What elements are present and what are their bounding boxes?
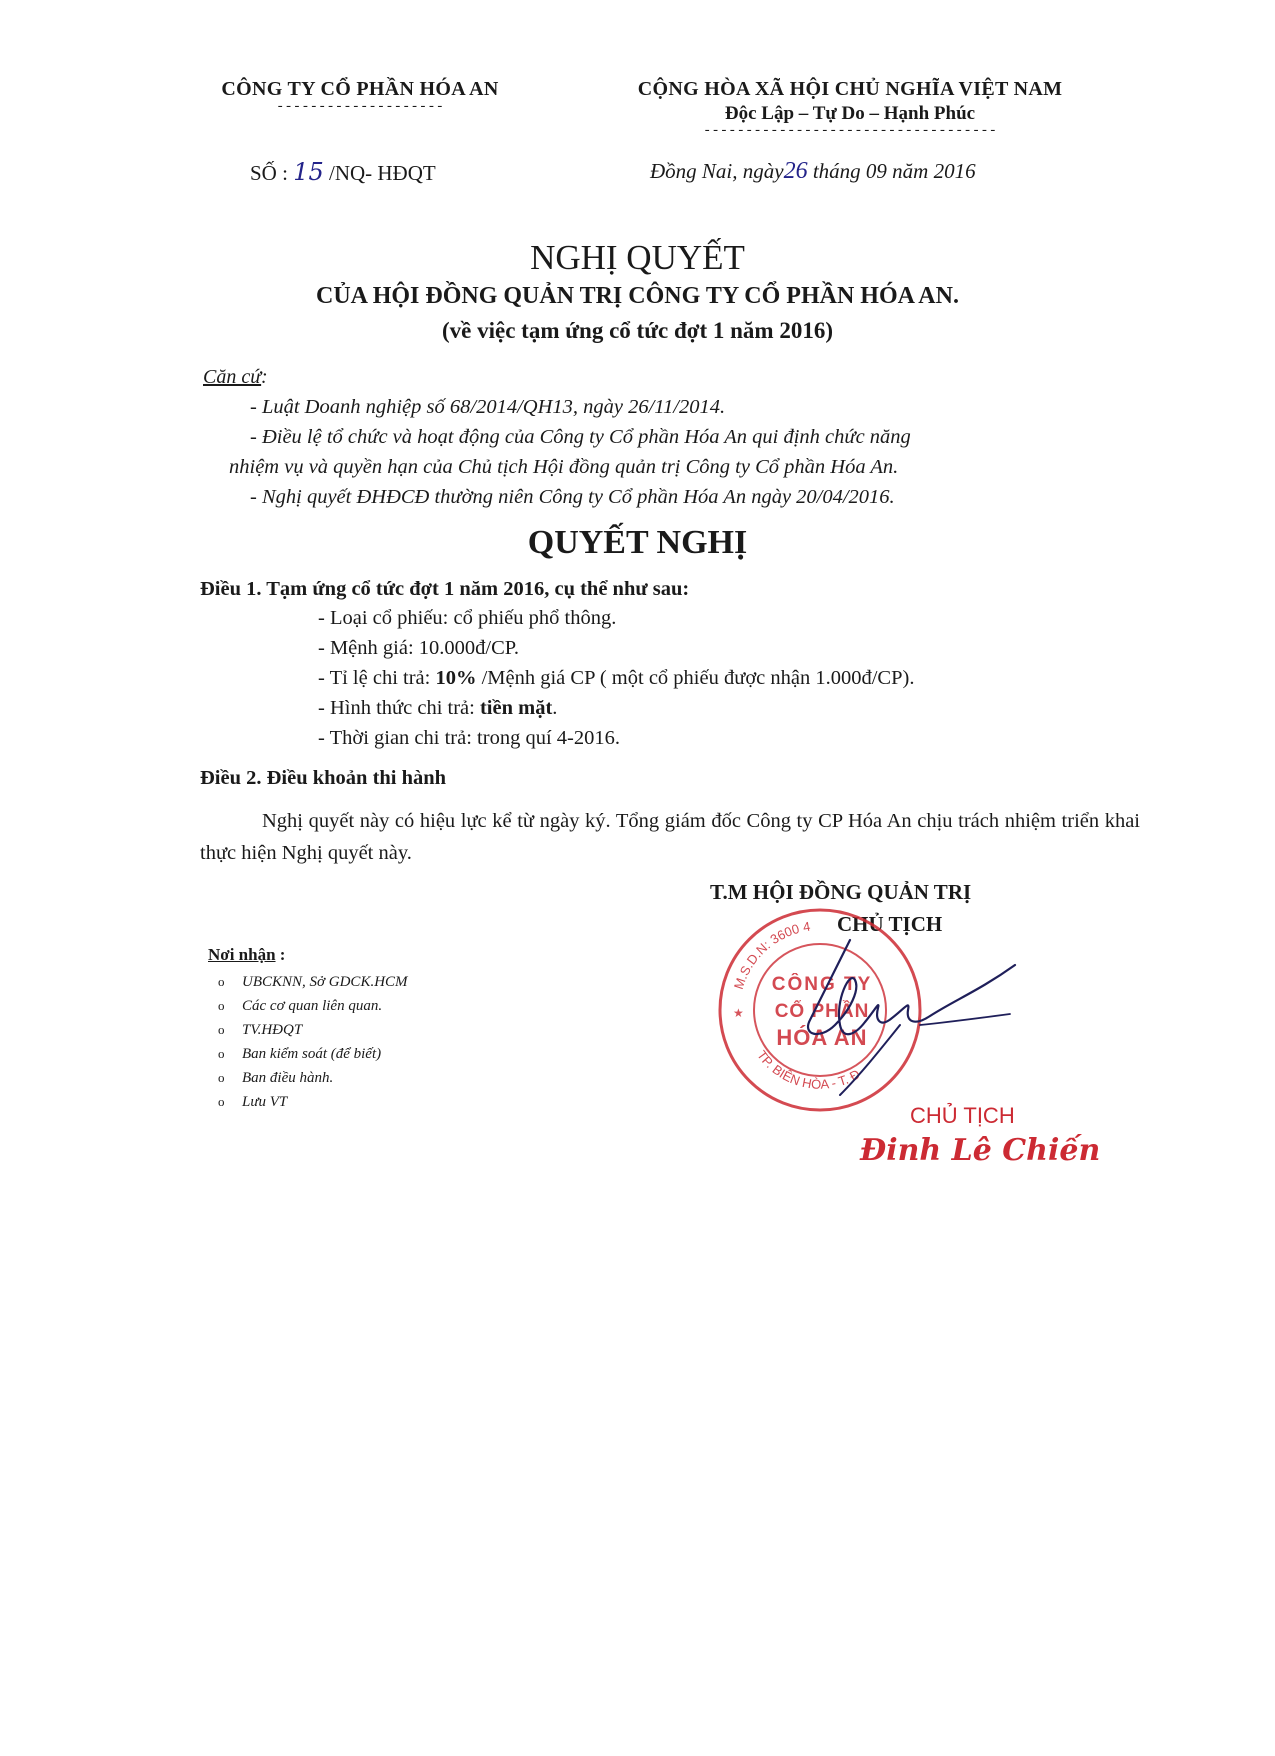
bullet-icon: o [218, 974, 225, 989]
date-line [650, 158, 976, 185]
seal-ring-top: M.S.D.N: 3600 4 [730, 918, 812, 992]
list-item [218, 1042, 408, 1066]
article-1-item-3 [318, 667, 914, 690]
bullet-icon: o [218, 1022, 225, 1037]
company-divider: -------------------- [275, 99, 445, 115]
recipient-text: Lưu VT [242, 1094, 288, 1110]
handwritten-signature [780, 930, 1020, 1100]
seal-line-3: HÓA AN [776, 1025, 868, 1050]
bullet-icon: o [218, 1094, 225, 1109]
signature-org: T.M HỘI ĐỒNG QUẢN TRỊ [710, 880, 972, 904]
recipient-text: Ban điều hành. [242, 1070, 334, 1086]
document-subtitle: CỦA HỘI ĐỒNG QUẢN TRỊ CÔNG TY CỔ PHẦN HÓA AN. [316, 283, 959, 309]
bullet-icon: o [218, 998, 225, 1013]
article-1-item-5: - Thời gian chi trả: trong quí 4-2016. [318, 727, 620, 749]
bullet-icon: o [218, 1046, 225, 1061]
seal-star-left-icon: ★ [733, 1006, 744, 1020]
item-3-detail: /Mệnh giá CP ( một cổ phiếu được nhận 1.000đ/CP). [476, 667, 915, 689]
article-1-item-4 [318, 697, 557, 720]
article-1-heading: Điều 1. Tạm ứng cổ tức đợt 1 năm 2016, cụ thể như sau: [200, 578, 690, 600]
item-4-end: . [552, 697, 558, 719]
recipient-text: Ban kiểm soát (để biết) [242, 1046, 382, 1062]
legal-basis-2b: nhiệm vụ và quyền hạn của Chủ tịch Hội đồng quản trị Công ty Cổ phần Hóa An. [229, 456, 899, 478]
list-item [218, 994, 408, 1018]
legal-basis-label [203, 366, 261, 389]
signature-title: CHỦ TỊCH [837, 912, 943, 936]
legal-basis-1: - Luật Doanh nghiệp số 68/2014/QH13, ngày 26/11/2014. [250, 396, 726, 418]
republic-name: CỘNG HÒA XÃ HỘI CHỦ NGHĨA VIỆT NAM [637, 78, 1063, 100]
seal-line-1: CÔNG TY [771, 974, 873, 995]
item-4-label: - Hình thức chi trả: [318, 697, 480, 719]
document-title: NGHỊ QUYẾT [530, 238, 745, 277]
recipient-text: Các cơ quan liên quan. [242, 998, 383, 1014]
company-name: CÔNG TY CỔ PHẦN HÓA AN [221, 78, 499, 100]
national-motto: Độc Lập – Tự Do – Hạnh Phúc [724, 103, 976, 124]
motto-divider: ----------------------------------- [702, 123, 998, 139]
bullet-icon: o [218, 1070, 225, 1085]
legal-basis-label-text: Căn cứ [203, 366, 262, 388]
document-subject: (về việc tạm ứng cổ tức đợt 1 năm 2016) [441, 318, 833, 343]
legal-basis-colon: : [261, 366, 268, 388]
resolution-heading: QUYẾT NGHỊ [527, 524, 748, 561]
recipients-colon: : [275, 945, 286, 964]
doc-no-suffix: /NQ- HĐQT [323, 161, 436, 185]
company-header [170, 78, 550, 115]
item-3-label: - Tỉ lệ chi trả: [318, 667, 436, 689]
doc-no-handwritten: 15 [293, 158, 324, 186]
document-number [250, 158, 436, 186]
item-3-rate: 10% [435, 667, 477, 689]
article-2-heading: Điều 2. Điều khoản thi hành [200, 767, 447, 789]
date-day-handwritten: 26 [783, 158, 808, 184]
list-item [218, 1090, 408, 1114]
seal-ring-bottom: TP. BIÊN HÒA - T. Đ [754, 1047, 863, 1092]
list-item [218, 1066, 408, 1090]
legal-basis-2a: - Điều lệ tổ chức và hoạt động của Công ty Cổ phần Hóa An qui định chức năng [250, 426, 911, 448]
doc-no-prefix: SỐ : [250, 161, 294, 185]
recipients-label-text: Nơi nhận [208, 945, 276, 964]
recipients-label [208, 945, 285, 965]
article-2-body: Nghị quyết này có hiệu lực kể từ ngày ký. Tổng giám đốc Công ty CP Hóa An chịu trách nhiệm triển khai thực hiện Nghị quyết này. [200, 810, 1140, 864]
recipients-list [218, 970, 408, 1114]
item-4-method: tiền mặt [479, 697, 553, 719]
national-header [590, 78, 1110, 139]
stamp-chairman-title: CHỦ TỊCH [910, 1103, 1015, 1128]
list-item [218, 1018, 408, 1042]
date-suffix: tháng 09 năm 2016 [807, 159, 976, 183]
stamp-chairman-name: Đinh Lê Chiến [860, 1133, 1101, 1168]
seal-line-2: CỔ PHẦN [774, 1001, 870, 1022]
article-1-item-1: - Loại cổ phiếu: cổ phiếu phổ thông. [318, 607, 617, 629]
article-1-item-2: - Mệnh giá: 10.000đ/CP. [318, 637, 520, 659]
date-prefix: Đồng Nai, ngày [650, 159, 784, 183]
legal-basis-3: - Nghị quyết ĐHĐCĐ thường niên Công ty Cổ phần Hóa An ngày 20/04/2016. [250, 486, 895, 508]
recipient-text: TV.HĐQT [242, 1022, 303, 1038]
list-item [218, 970, 408, 994]
recipient-text: UBCKNN, Sở GDCK.HCM [242, 974, 408, 990]
